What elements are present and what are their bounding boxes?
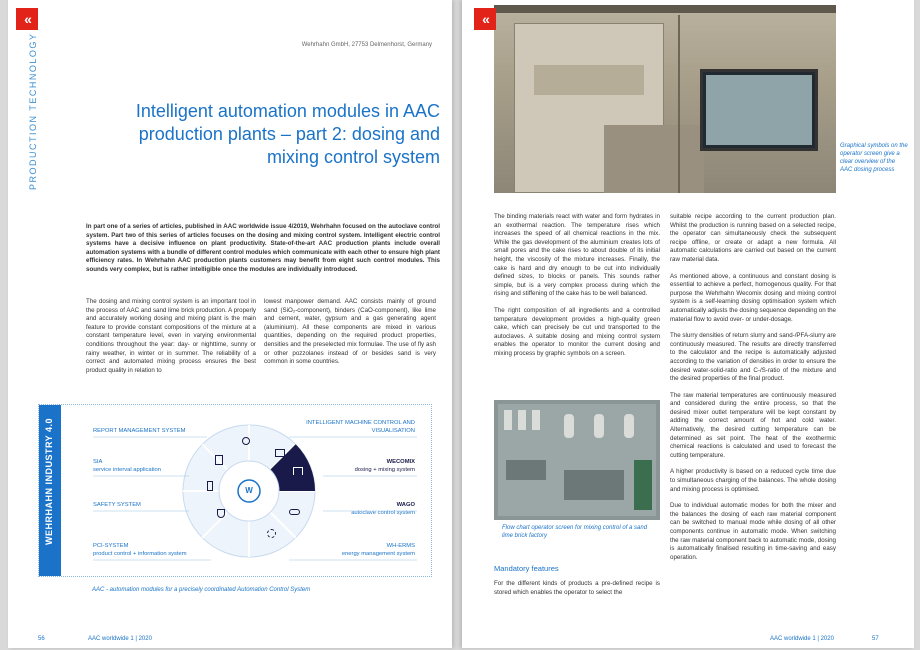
safety-system-label: SAFETY SYSTEM xyxy=(93,502,141,508)
article-intro: In part one of a series of articles, published in AAC worldwide issue 4/2019, Wehrhahn focused on the autoclave control system. Part two of this series of articles focuses on the dosing and mixing control system. Intelligent electric control systems have a decisive influence on plant productivity. State-of-the-art AAC production plants include overall automation systems with a bundle of different control modules which communicate with each other to ensure high plant efficiency rates. In Wehrhahn AAC production plants customers may benefit from eight such control modules. This sounds very complex, but is rather intelligible once the modules are individually introduced. xyxy=(86,223,440,273)
page-number-right: 57 xyxy=(872,636,879,642)
page-number: 56 xyxy=(38,636,45,642)
connector-lines xyxy=(39,405,433,578)
machine-control-label: INTELLIGENT MACHINE CONTROL AND VISUALISATION xyxy=(306,420,415,434)
diagram-caption: AAC - automation modules for a precisely coordinated Automation Control System xyxy=(92,587,311,593)
wh-erms-label: WH-ERMS energy management system xyxy=(341,543,415,557)
wecomix-label: WECOMIX dosing + mixing system xyxy=(354,459,415,473)
mandatory-features-heading: Mandatory features xyxy=(494,564,559,573)
right-page xyxy=(462,0,914,648)
report-management-label: REPORT MANAGEMENT SYSTEM xyxy=(93,428,186,434)
right-column-1-end: For the different kinds of products a pre-defined recipe is stored which enables the operator to select the xyxy=(494,580,660,596)
plant-photo xyxy=(494,5,836,193)
diagram-band: WEHRHAHN INDUSTRY 4.0 xyxy=(39,405,61,576)
screen-caption: Flow chart operator screen for mixing control of a sand lime brick factory xyxy=(502,525,648,539)
footer-issue-right: AAC worldwide 1 | 2020 xyxy=(770,636,834,642)
footer-issue: AAC worldwide 1 | 2020 xyxy=(88,636,152,642)
wago-label: WAGO autoclave control system xyxy=(351,502,415,516)
automation-diagram xyxy=(38,404,432,577)
center-logo: W xyxy=(245,486,253,495)
photo-caption: Graphical symbols on the operator screen give a clear overview of the AAC dosing process xyxy=(840,143,908,173)
company-line: Wehrhahn GmbH, 27753 Delmenhorst, Germany xyxy=(301,42,432,48)
left-page xyxy=(8,0,452,648)
body-column-1: The dosing and mixing control system is an important tool in the process of AAC and sand lime brick production. A properly and accurately working dosing and mixing plant is the main feature to provide constant compositions of the mixture at a constant temperature level, even in varying environmental conditions throughout the year: day- or nighttime, sunny or rainy weather, in winter or in summer. The reliability of a correct and automated mixing process ensures the best product quality in relation to xyxy=(86,298,256,374)
forward-chevron-icon[interactable]: « xyxy=(474,8,496,30)
back-chevron-icon[interactable]: « xyxy=(16,8,38,30)
right-column-1: The binding materials react with water and form hydrates in an exothermal reaction. The temperature rises which increases the speed of all chemical reactions in the mix. While the gas development of the aluminium creates lots of small pores and the cake rises to about double of its initial height, the viscosity of the mixture increases. Finally, the cake is hard and dry enough to be cut into individually defined sizes, to blocks or panels. This sounds rather simple, but is a very complex process during which the rising and stiffening of the cake has to be well balanced. The right composition of all ingredients and a controlled temperature development provides a high-quality green cake, which can precisely be cut und transported to the autoclaves. A suitable dosing and mixing control system enables the operator to monitor the current dosing and mixing process by graphic symbols on a screen. xyxy=(494,213,660,357)
article-title: Intelligent automation modules in AAC production plants – part 2: dosing and mixing control system xyxy=(135,101,440,167)
right-column-2: suitable recipe according to the current production plan. Whilst the production is running based on a selected recipe, the operator can simultaneously check the subsequent recipe offline, or create or adapt a new formula. All automatic calculations are carried out based on the current raw material data. As mentioned above, a continuous and constant dosing is essential to achieve a perfect, homogenous quality. For that purpose the Wehrhahn Wecomix dosing and mixing control system is a self-learning dosing optimisation system which automatically adjusts the dosing sequence depending on the material flow to avoid over- or under-dosage. The slurry densities of return slurry and sand-/PFA-slurry are continuously measured. The results are directly transferred to the calculator and the recipe is automatically adjusted according to the variation of densities in order to ensure the desired water-solid-ratio and C-/S-ratio of the mixture and the desired properties of the final product. The raw material temperatures are continuously measured and considered during the entire process, so that the desired mixer outlet temperature will be kept constant by adding the correct amount of hot and cold water. Alternatively, the desired cutting temperature can be determined as set point. The heat of the exothermic chemical reactions is calculated and used to forecast the cutting temperature. A higher productivity is based on a reduced cycle time due to simultaneous charging of the balances. The whole dosing and mixing process is optimised. Due to individual automatic modes for both the mixer and the balances the dosing of each raw material component can be switched to manual mode while dosing of all other components continue in automatic mode. When switching the raw material component back to automatic mode, dosing is automatically finalised resulting in time-saving and easy operation. xyxy=(670,213,836,561)
pci-system-label: PCI-SYSTEM product control + information system xyxy=(93,543,187,557)
section-label: PRODUCTION TECHNOLOGY xyxy=(28,32,38,190)
body-column-2: lowest manpower demand. AAC consists mainly of ground sand (SiO₂-component), binders (CaO-component), like lime and cement, water, gypsum and a gas generating agent (aluminium). All these components are mixed in various quantities, depending on the required product properties, densities and the preselected mix formulae. The use of fly ash or other pozzolanes instead of or besides sand is very common in some countries. xyxy=(264,298,436,366)
flowchart-screen-image xyxy=(494,400,660,520)
sia-label: SIA service interval application xyxy=(93,459,161,473)
